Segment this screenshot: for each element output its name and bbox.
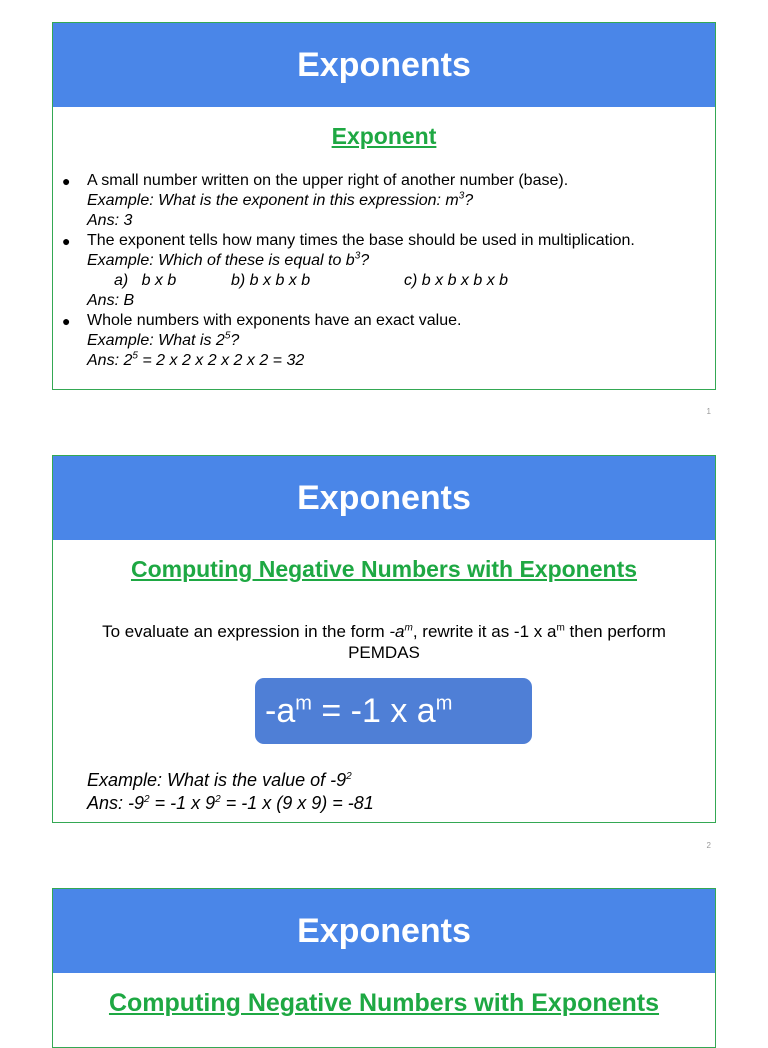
choice-a: a) b x b (114, 272, 177, 289)
slide-title: Exponents (53, 456, 715, 540)
answer-text: Ans: B (87, 292, 135, 309)
answer-text: Ans: $2^5 = 2$ x 2 x 2 x 2 x 2 = 32 (87, 350, 305, 369)
example-text: Example: What is $2^5$? (87, 330, 240, 349)
slide-title: Exponents (53, 889, 715, 973)
choice-b: b) b x b x b (231, 272, 311, 289)
example-text: Example: What is the exponent in this expression: $m^3$? (87, 190, 474, 209)
bullet-icon: ● (62, 173, 71, 189)
list-item (53, 311, 715, 371)
slide-2 (52, 455, 716, 823)
slide-subtitle: Exponent (331, 123, 437, 149)
slide-subtitle: Computing Negative Numbers with Exponents (130, 556, 638, 582)
list-item (53, 171, 715, 231)
slide-title: Exponents (53, 23, 715, 107)
answer-choices (87, 271, 715, 291)
intro-text: To evaluate an expression in the form $-a^m$, rewrite it as -1 x $a^m$ then perform PEMDAS (102, 622, 666, 662)
bullet-icon: ● (62, 313, 71, 329)
slide-3 (52, 888, 716, 1048)
formula-box: $-a^m = -1$ x $a^m$ (255, 678, 532, 744)
slide-subtitle: Computing Negative Numbers with Exponents (108, 989, 660, 1017)
page-number: 1 (706, 407, 711, 416)
list-item (53, 231, 715, 311)
bullet-text: A small number written on the upper right of another number (base). (87, 172, 569, 189)
slide-1 (52, 22, 716, 390)
bullet-icon: ● (62, 233, 71, 249)
example-text: Example: What is the value of $-9^2$ Ans: $-9^2 = -1$ x $9^2 = -1$ x (9 x 9) = -81 (87, 770, 374, 813)
bullet-text: The exponent tells how many times the base should be used in multiplication. (87, 232, 635, 249)
intro-text-line2: PEMDAS (348, 643, 420, 662)
answer-text: Ans: 3 (87, 212, 133, 229)
page-number: 2 (706, 841, 711, 850)
bullet-list (53, 171, 715, 371)
bullet-text: Whole numbers with exponents have an exact value. (87, 312, 462, 329)
example-text: Example: Which of these is equal to $b^3$? (87, 250, 370, 269)
choice-c: c) b x b x b x b (404, 272, 509, 289)
